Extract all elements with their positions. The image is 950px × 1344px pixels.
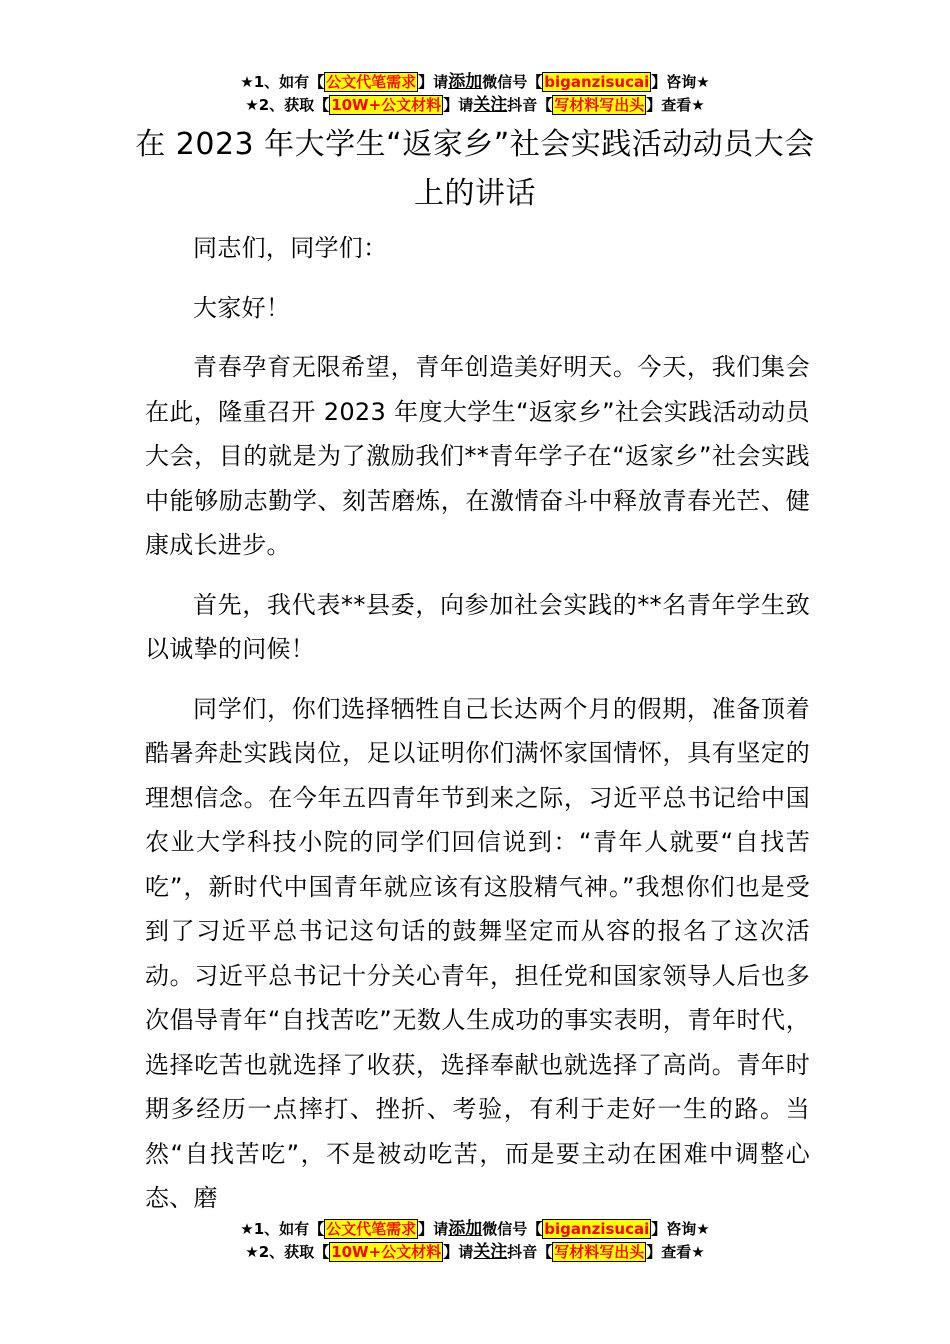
banner-text: 】请 [443,1243,474,1261]
header-banner [0,71,950,117]
banner-line-2 [0,94,950,117]
highlight-tag: 10W+公文材料 [331,96,442,114]
banner-text: 】咨询★ [651,1220,710,1238]
wechat-id-tag: biganzisucai [544,1220,650,1238]
document-body [145,226,810,1236]
emphasis-text: 添加 [448,72,483,92]
banner-line-2 [0,1241,950,1264]
emphasis-text: 关注 [473,95,508,115]
document-title: 在 2023 年大学生“返家乡”社会实践活动动员大会上的讲话 [135,127,815,211]
banner-text: 微信号【 [482,73,543,91]
salutation: 同志们，同学们： [193,234,388,262]
banner-text: 】咨询★ [651,73,710,91]
greeting: 大家好！ [193,293,291,322]
highlight-tag: 10W+公文材料 [331,1243,442,1261]
banner-text: ★1、如有【 [240,1220,325,1238]
banner-text: 】请 [443,96,474,114]
body-paragraph: 首先，我代表**县委，向参加社会实践的**名青年学生致以诚挚的问候！ [145,590,810,663]
banner-text: 】请 [418,1220,449,1238]
banner-text: ★2、获取【 [245,96,330,114]
wechat-id-tag: biganzisucai [544,73,650,91]
body-paragraph: 青春孕育无限希望，青年创造美好明天。今天，我们集会在此，隆重召开 2023 年度大学生“返家乡”社会实践活动动员大会，目的就是为了激励我们**青年学子在“返家乡”社会实践中能够励志勤学、刻苦磨炼，在激情奋斗中释放青春光芒、健康成长进步。 [145,353,810,559]
banner-line-1 [0,71,950,94]
highlight-tag: 公文代笔需求 [326,73,417,91]
highlight-tag: 公文代笔需求 [326,1220,417,1238]
footer-banner [0,1218,950,1264]
banner-text: 抖音【 [507,1243,553,1261]
banner-text: 】查看★ [646,1243,705,1261]
banner-text: 】查看★ [646,96,705,114]
banner-text: 抖音【 [507,96,553,114]
banner-text: ★1、如有【 [240,73,325,91]
douyin-id-tag: 写材料写出头 [554,1243,645,1261]
banner-text: ★2、获取【 [245,1243,330,1261]
body-paragraph: 同学们，你们选择牺牲自己长达两个月的假期，准备顶着酷暑奔赴实践岗位，足以证明你们满怀家国情怀，具有坚定的理想信念。在今年五四青年节到来之际，习近平总书记给中国农业大学科技小院的同学们回信说到：“青年人就要“自找苦吃”，新时代中国青年就应该有这股精气神。”我想你们也是受到了习近平总书记这句话的鼓舞坚定而从容的报名了这次活动。习近平总书记十分关心青年，担任党和国家领导人后也多次倡导青年“自找苦吃”无数人生成功的事实表明，青年时代，选择吃苦也就选择了收获，选择奉献也就选择了高尚。青年时期多经历一点摔打、挫折、考验，有利于走好一生的路。当然“自找苦吃”，不是被动吃苦，而是要主动在困难中调整心态、磨 [145,694,810,1212]
banner-text: 】请 [418,73,449,91]
emphasis-text: 关注 [473,1242,508,1262]
emphasis-text: 添加 [448,1219,483,1239]
banner-text: 微信号【 [482,1220,543,1238]
banner-line-1 [0,1218,950,1241]
douyin-id-tag: 写材料写出头 [554,96,645,114]
